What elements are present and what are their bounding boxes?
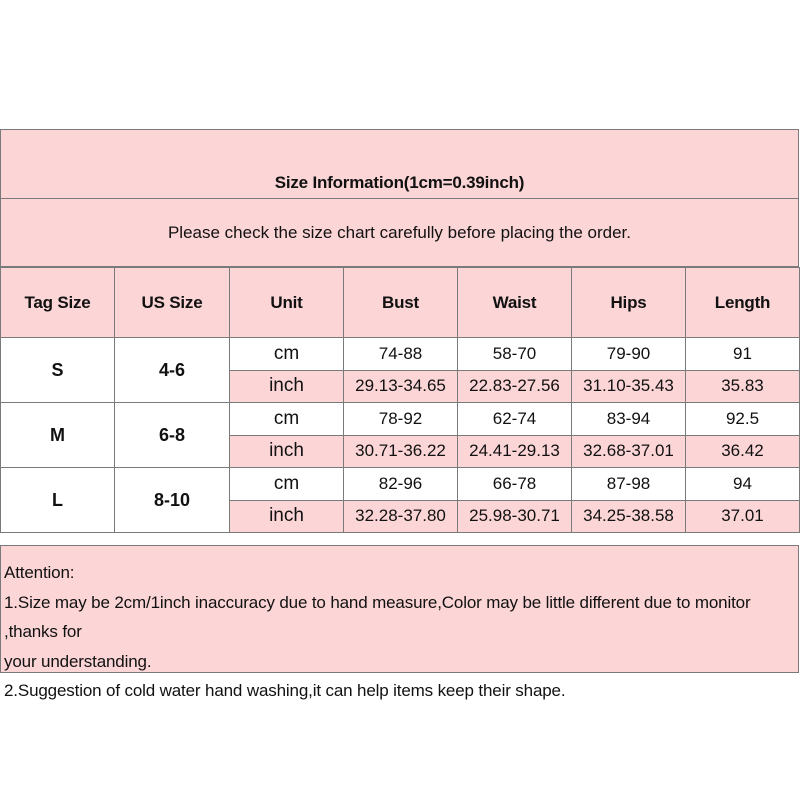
hips-cell: 87-98 [572, 468, 686, 501]
hips-cell: 32.68-37.01 [572, 435, 686, 468]
bust-cell: 32.28-37.80 [344, 500, 458, 533]
tag-size-cell: S [1, 338, 115, 403]
hips-cell: 79-90 [572, 338, 686, 371]
table-row [1, 468, 800, 501]
length-cell: 36.42 [686, 435, 800, 468]
unit-cell: inch [230, 435, 344, 468]
length-cell: 94 [686, 468, 800, 501]
unit-cell: cm [230, 338, 344, 371]
attention-heading: Attention: [4, 563, 75, 582]
us-size-cell: 4-6 [115, 338, 230, 403]
size-table [0, 267, 800, 533]
hips-cell: 34.25-38.58 [572, 500, 686, 533]
waist-cell: 66-78 [458, 468, 572, 501]
length-cell: 92.5 [686, 403, 800, 436]
header-hips: Hips [572, 268, 686, 338]
waist-cell: 62-74 [458, 403, 572, 436]
us-size-cell: 8-10 [115, 468, 230, 533]
header-waist: Waist [458, 268, 572, 338]
waist-cell: 24.41-29.13 [458, 435, 572, 468]
unit-cell: cm [230, 468, 344, 501]
attention-note-2: 2.Suggestion of cold water hand washing,it can help items keep their shape. [4, 681, 566, 700]
hips-cell: 83-94 [572, 403, 686, 436]
us-size-cell: 6-8 [115, 403, 230, 468]
bust-cell: 29.13-34.65 [344, 370, 458, 403]
bust-cell: 78-92 [344, 403, 458, 436]
header-row [1, 268, 800, 338]
header-length: Length [686, 268, 800, 338]
header-tag-size: Tag Size [1, 268, 115, 338]
table-row [1, 403, 800, 436]
bust-cell: 74-88 [344, 338, 458, 371]
waist-cell: 58-70 [458, 338, 572, 371]
bust-cell: 82-96 [344, 468, 458, 501]
waist-cell: 25.98-30.71 [458, 500, 572, 533]
length-cell: 35.83 [686, 370, 800, 403]
header-unit: Unit [230, 268, 344, 338]
table-row [1, 338, 800, 371]
bust-cell: 30.71-36.22 [344, 435, 458, 468]
header-bust: Bust [344, 268, 458, 338]
hips-cell: 31.10-35.43 [572, 370, 686, 403]
unit-cell: inch [230, 370, 344, 403]
unit-cell: cm [230, 403, 344, 436]
header-us-size: US Size [115, 268, 230, 338]
attention-note-1: 1.Size may be 2cm/1inch inaccuracy due to hand measure,Color may be little different due to monitor ,thanks for [4, 592, 751, 641]
attention-notes [0, 545, 799, 700]
tag-size-cell: M [1, 403, 115, 468]
unit-cell: inch [230, 500, 344, 533]
waist-cell: 22.83-27.56 [458, 370, 572, 403]
length-cell: 91 [686, 338, 800, 371]
size-chart-notice: Please check the size chart carefully before placing the order. [0, 199, 799, 267]
length-cell: 37.01 [686, 500, 800, 533]
size-info-title: Size Information(1cm=0.39inch) [0, 129, 799, 199]
attention-note-1-continued: your understanding. [4, 651, 152, 671]
tag-size-cell: L [1, 468, 115, 533]
